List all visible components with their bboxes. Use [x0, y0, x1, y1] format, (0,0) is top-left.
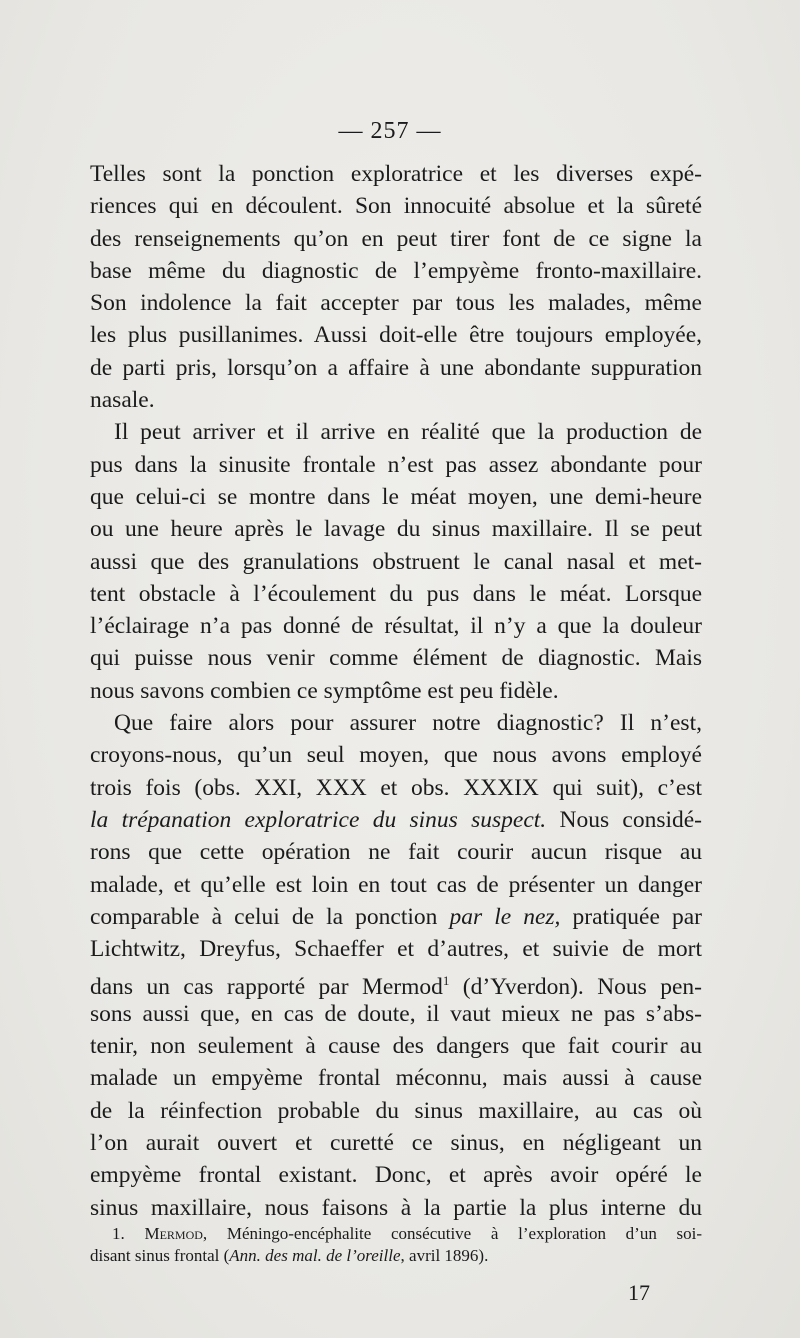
text-line: Telles sont la ponction exploratrice et les diverses expé-: [90, 161, 702, 187]
footnote-text: , avril 1896).: [400, 1246, 489, 1265]
text-line: malade, et qu’elle est loin en tout cas de présenter un danger: [90, 871, 702, 898]
text-line: [90, 804, 702, 836]
text-line: que celui-ci se montre dans le méat moyen, une demi-heure: [90, 483, 702, 510]
footnote-line: [90, 1245, 702, 1267]
text-line: Que faire alors pour assurer notre diagnostic? Il n’est,: [114, 710, 702, 737]
text-line: Il peut arriver et il arrive en réalité que la production de: [114, 419, 702, 446]
text-fragment: (d’Yverdon). Nous pen-: [449, 974, 702, 1001]
footnote-ref: 1: [442, 973, 450, 989]
text-line: nasale.: [90, 387, 155, 414]
text-fragment: comparable à celui de la ponction: [90, 903, 450, 930]
text-line: empyème frontal existant. Donc, et après avoir opéré le: [90, 1162, 702, 1189]
footnote: [90, 1223, 702, 1267]
footnote-text: , Méningo-encéphalite consécutive à l’exploration d’un soi-: [202, 1224, 703, 1243]
text-line: nous savons combien ce symptôme est peu fidèle.: [90, 677, 559, 704]
text-fragment: Nous considé-: [546, 806, 702, 833]
text-line: malade un empyème frontal méconnu, mais aussi à cause: [90, 1065, 702, 1092]
text-line: riences qui en découlent. Son innocuité absolue et la sûreté: [90, 193, 702, 220]
text-line: aussi que des granulations obstruent le canal nasal et met-: [90, 548, 702, 575]
text-line: de parti pris, lorsqu’on a affaire à une abondante suppuration: [90, 354, 702, 381]
text-line: les plus pusillanimes. Aussi doit-elle être toujours employée,: [90, 322, 702, 349]
page-number: — 257 —: [338, 118, 442, 144]
text-line: [90, 901, 702, 933]
text-line: l’on aurait ouvert et curetté ce sinus, en négligeant un: [90, 1129, 702, 1156]
footnote-marker: 1.: [112, 1224, 125, 1243]
footnote-author: Mermod: [144, 1224, 203, 1243]
text-line: croyons-nous, qu’un seul moyen, que nous avons employé: [90, 742, 702, 769]
text-line: tenir, non seulement à cause des dangers que fait courir au: [90, 1033, 702, 1060]
text-line: qui puisse nous venir comme élément de diagnostic. Mais: [90, 645, 702, 672]
text-line: rons que cette opération ne fait courir aucun risque au: [90, 839, 702, 866]
body-text: [90, 158, 702, 1224]
signature-mark: 17: [628, 1280, 650, 1305]
italic-phrase: la trépanation exploratrice du sinus suspect.: [90, 806, 547, 833]
text-line: ou une heure après le lavage du sinus maxillaire. Il se peut: [90, 516, 702, 543]
footnote-journal: Ann. des mal. de l’oreille: [229, 1246, 401, 1265]
text-line: trois fois (obs. XXI, XXX et obs. XXXIX qui suit), c’est: [90, 774, 702, 801]
text-line: l’éclairage n’a pas donné de résultat, il n’y a que la douleur: [90, 613, 702, 640]
text-line: tent obstacle à l’écoulement du pus dans le méat. Lorsque: [90, 580, 702, 607]
text-line: des renseignements qu’on en peut tirer font de ce signe la: [90, 225, 702, 252]
footnote-text: disant sinus frontal (: [90, 1246, 230, 1265]
text-fragment: dans un cas rapporté par Mermod: [90, 974, 443, 1001]
text-line: pus dans la sinusite frontale n’est pas assez abondante pour: [90, 451, 702, 478]
text-line: base même du diagnostic de l’empyème fronto-maxillaire.: [90, 257, 702, 284]
text-line: Lichtwitz, Dreyfus, Schaeffer et d’autres, et suivie de mort: [90, 936, 702, 963]
text-fragment: pratiquée par: [560, 903, 702, 930]
text-line: sons aussi que, en cas de doute, il vaut mieux ne pas s’abs-: [90, 1000, 702, 1027]
text-line: Son indolence la fait accepter par tous les malades, même: [90, 290, 702, 317]
text-line: de la réinfection probable du sinus maxillaire, au cas où: [90, 1097, 702, 1124]
footnote-line: [90, 1223, 702, 1245]
text-line: sinus maxillaire, nous faisons à la partie la plus interne du: [90, 1194, 702, 1221]
text-line: [90, 965, 702, 1001]
italic-phrase: par le nez,: [449, 903, 561, 930]
